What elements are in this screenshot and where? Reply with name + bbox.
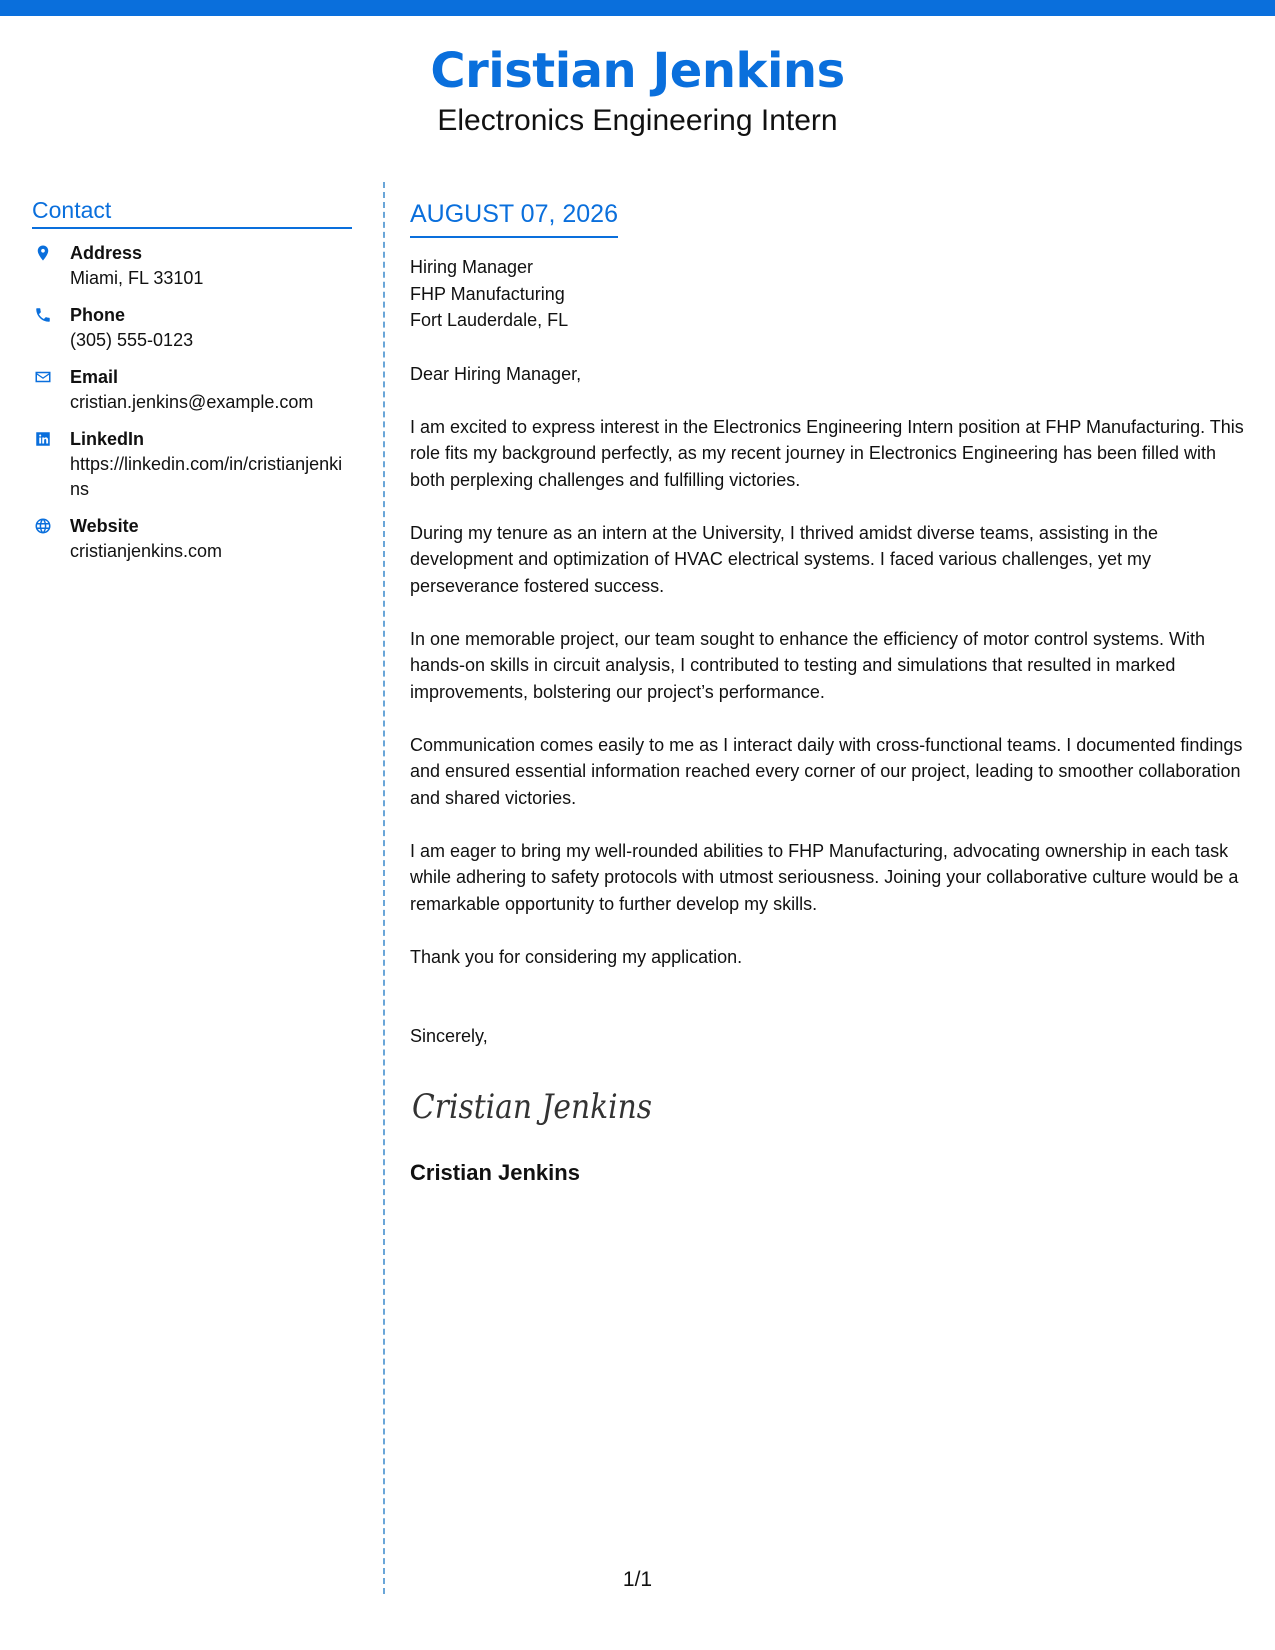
contact-item-email xyxy=(32,365,352,415)
contact-value-linkedin[interactable]: https://linkedin.com/in/cristianjenkins xyxy=(70,454,343,499)
linkedin-icon xyxy=(32,427,70,451)
signed-name: Cristian Jenkins xyxy=(410,1159,580,1185)
recipient-line: Fort Lauderdale, FL xyxy=(410,310,569,330)
top-accent-bar xyxy=(0,0,1275,16)
contact-label-email: Email xyxy=(70,367,119,387)
contact-item-phone xyxy=(32,303,352,353)
recipient-block xyxy=(410,254,1250,334)
envelope-icon xyxy=(32,365,70,389)
contact-label-phone: Phone xyxy=(70,305,126,325)
handwritten-signature xyxy=(410,1078,1250,1134)
contact-value-email[interactable]: cristian.jenkins@example.com xyxy=(70,392,314,412)
body-paragraph: In one memorable project, our team sought to enhance the efficiency of motor control systems. With hands-on skills in circuit analysis, I contributed to testing and simulations that resulted in marked improvements, bolstering our project’s performance. xyxy=(410,628,1206,702)
body-paragraph: I am excited to express interest in the Electronics Engineering Intern position at FHP Manufacturing. This role fits my background perfectly, as my recent journey in Electronics Engineering has been filled with both perplexing challenges and fulfilling victories. xyxy=(410,416,1244,490)
page-number: 1/1 xyxy=(622,1568,653,1591)
contact-item-address xyxy=(32,241,352,291)
signature-text: Cristian Jenkins xyxy=(412,1086,652,1127)
contact-label-address: Address xyxy=(70,243,143,263)
recipient-line: Hiring Manager xyxy=(410,257,534,277)
contact-item-website xyxy=(32,514,352,564)
contact-sidebar xyxy=(32,196,352,576)
applicant-name: Cristian Jenkins xyxy=(430,43,845,99)
contact-heading: Contact xyxy=(32,196,352,229)
letter-date: AUGUST 07, 2026 xyxy=(410,196,618,238)
column-divider xyxy=(383,182,385,1594)
contact-value-website[interactable]: cristianjenkins.com xyxy=(70,541,223,561)
contact-label-linkedin: LinkedIn xyxy=(70,429,145,449)
contact-list xyxy=(32,241,352,564)
map-pin-icon xyxy=(32,241,70,265)
body-paragraph: I am eager to bring my well-rounded abilities to FHP Manufacturing, advocating ownership in each task while adhering to safety protocols with utmost seriousness. Joining your collaborative culture would be a remarkable opportunity to further develop my skills. xyxy=(410,840,1239,914)
contact-value-address: Miami, FL 33101 xyxy=(70,268,204,288)
salutation: Dear Hiring Manager, xyxy=(410,363,582,384)
applicant-role: Electronics Engineering Intern xyxy=(437,104,838,137)
contact-value-phone: (305) 555-0123 xyxy=(70,330,194,350)
phone-icon xyxy=(32,303,70,327)
recipient-line: FHP Manufacturing xyxy=(410,283,565,304)
closing: Sincerely, xyxy=(410,1026,488,1046)
contact-label-website: Website xyxy=(70,516,139,536)
globe-icon xyxy=(32,514,70,538)
body-paragraph: During my tenure as an intern at the University, I thrived amidst diverse teams, assisting in the development and optimization of HVAC electrical systems. I faced various challenges, yet my perseverance fostered success. xyxy=(410,522,1158,596)
letter-header xyxy=(0,40,1275,140)
letter-body xyxy=(410,196,1250,1188)
body-paragraph: Communication comes easily to me as I interact daily with cross-functional teams. I documented findings and ensured essential information reached every corner of our project, leading to smoother collaboration and shared victories. xyxy=(410,734,1243,808)
contact-item-linkedin xyxy=(32,427,352,502)
body-paragraph: Thank you for considering my application. xyxy=(410,946,743,967)
